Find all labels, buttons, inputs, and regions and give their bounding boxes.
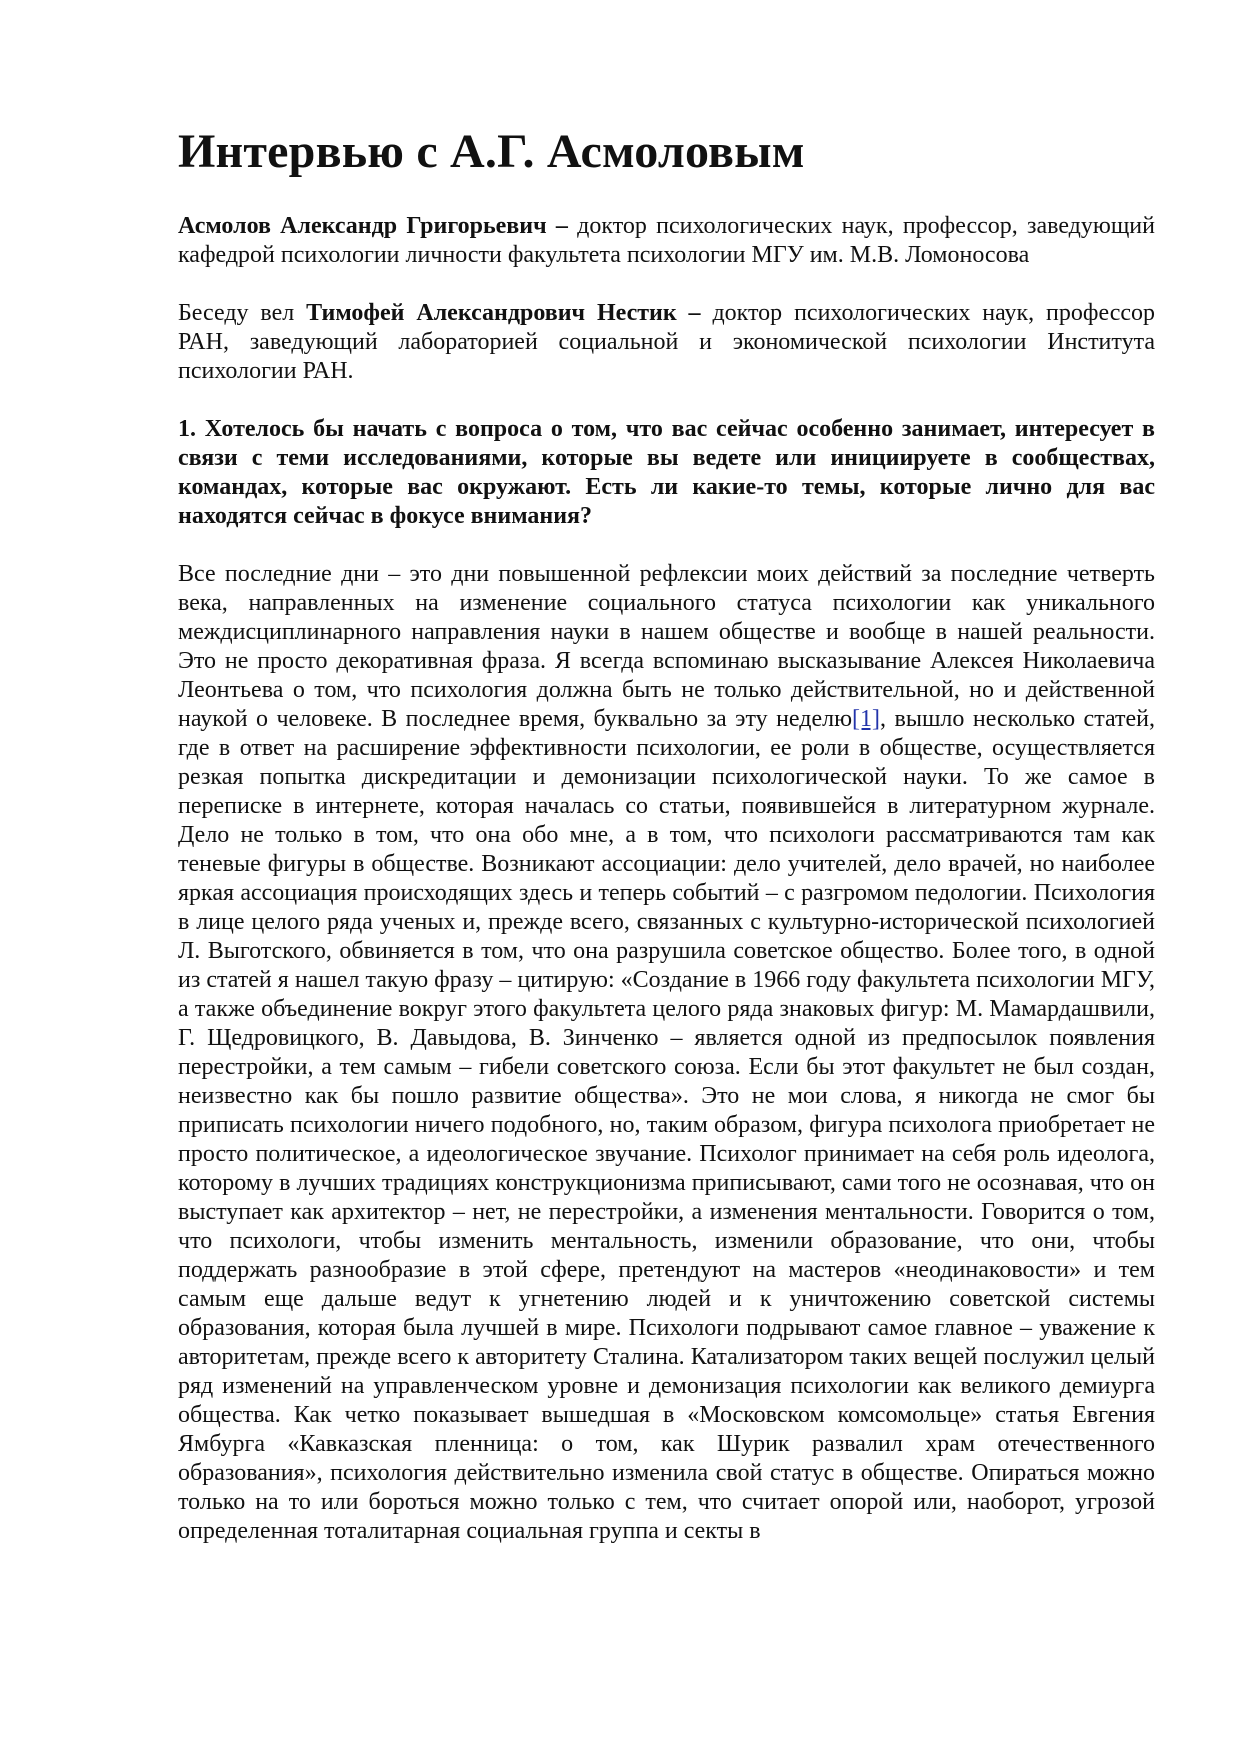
document-title: Интервью с А.Г. Асмоловым xyxy=(178,125,805,178)
interviewer-prefix: Беседу вел xyxy=(178,300,307,326)
interviewer-name: Тимофей Александрович Нестик – xyxy=(306,300,701,326)
question-1: 1. Хотелось бы начать с вопроса о том, что вас сейчас особенно занимает, интересует в связи с теми исследованиями, которые вы ведете или инициируете в сообществах, командах, которые вас окружают. Есть ли какие-то темы, которые лично для вас находятся сейчас в фокусе внимания? xyxy=(178,416,1155,529)
document-page xyxy=(178,112,1155,1546)
person-description: доктор психологических наук, профессор, заведующий кафедрой психологии личности факультета психологии МГУ им. М.В. Ломоносова xyxy=(178,213,1155,268)
person-name: Асмолов Александр Григорьевич – xyxy=(178,213,568,239)
interviewer-description: доктор психологических наук, профессор РАН, заведующий лабораторией социальной и экономической психологии Института психологии РАН. xyxy=(178,300,1156,384)
answer-1 xyxy=(178,560,1155,1546)
answer-text-start: Все последние дни – это дни повышенной рефлексии моих действий за последние четверть века, направленных на изменение социального статуса психологии как уникального междисциплинарного направления науки в нашем обществе и вообще в нашей реальности. Это не просто декоративная фраза. Я всегда вспоминаю высказывание Алексея Николаевича Леонтьева о том, что психология должна быть не только действительной, но и действенной наукой о человеке. В последнее время, буквально за эту неделю xyxy=(178,561,1155,732)
interviewer-paragraph xyxy=(178,299,1155,386)
footnote-link-1[interactable]: [1] xyxy=(852,706,881,732)
intro-paragraph xyxy=(178,212,1155,270)
answer-text-rest: , вышло несколько статей, где в ответ на расширение эффективности психологии, ее роли в обществе, осуществляется резкая попытка дискредитации и демонизации психологической науки. То же самое в переписке в интернете, которая началась со статьи, появившейся в литературном журнале. Дело не только в том, что она обо мне, а в том, что психологи рассматриваются там как теневые фигуры в обществе. Возникают ассоциации: дело учителей, дело врачей, но наиболее яркая ассоциация происходящих здесь и теперь событий – с разгромом педологии. Психология в лице целого ряда ученых и, прежде всего, связанных с культурно-исторической психологией Л. Выготского, обвиняется в том, что она разрушила советское общество. Более того, в одной из статей я нашел такую фразу – цитирую: «Создание в 1966 году факультета психологии МГУ, а также объединение вокруг этого факультета целого ряда знаковых фигур: М. Мамардашвили, Г. Щедровицкого, В. Давыдова, В. Зинченко – является одной из предпосылок появления перестройки, а тем самым – гибели советского союза. Если бы этот факультет не был создан, неизвестно как бы пошло развитие общества». Это не мои слова, я никогда не смог бы приписать психологии ничего подобного, но, таким образом, фигура психолога приобретает не просто политическое, а идеологическое звучание. Психолог принимает на себя роль идеолога, которому в лучших традициях конструкционизма приписывают, сами того не осознавая, что он выступает как архитектор – нет, не перестройки, а изменения ментальности. Говорится о том, что психологи, чтобы изменить ментальность, изменили образование, что они, чтобы поддержать разнообразие в этой сфере, претендуют на мастеров «неодинаковости» и тем самым еще дальше ведут к угнетению людей и к уничтожению советской системы образования, которая была лучшей в мире. Психологи подрывают самое главное – уважение к авторитетам, прежде всего к авторитету Сталина. Катализатором таких вещей послужил целый ряд изменений на управленческом уровне и демонизация психологии как великого демиурга общества. Как четко показывает вышедшая в «Московском комсомольце» статья Евгения Ямбурга «Кавказская пленница: о том, как Шурик развалил храм отечественного образования», психология действительно изменила свой статус в обществе. Опираться можно только на то или бороться можно только с тем, что считает опорой или, наоборот, угрозой определенная тоталитарная социальная группа и секты в xyxy=(178,706,1155,1544)
